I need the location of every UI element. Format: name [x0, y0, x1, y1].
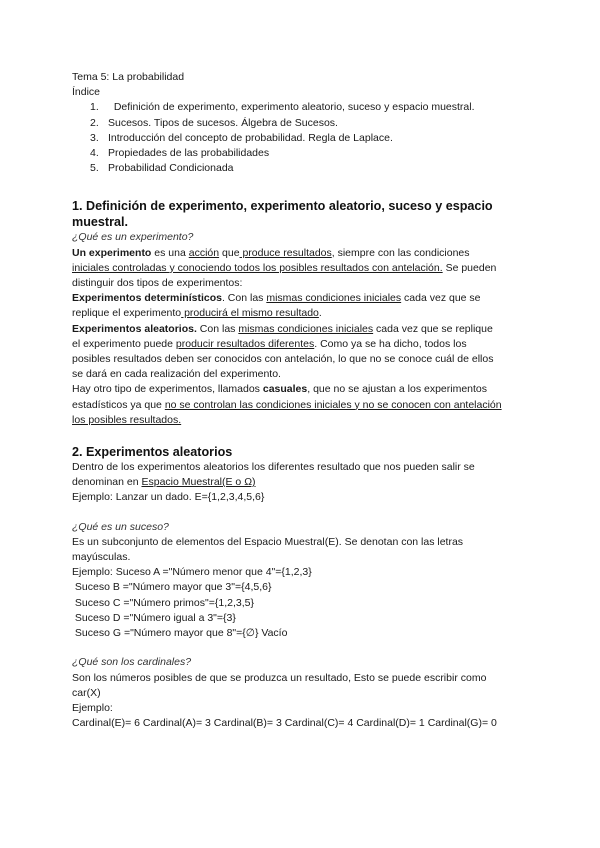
paragraph: Experimentos aleatorios. Con las mismas condiciones iniciales cada vez que se replique — [72, 322, 493, 335]
paragraph: car(X) — [72, 686, 101, 699]
paragraph: Dentro de los experimentos aleatorios los diferentes resultado que nos pueden salir se — [72, 461, 475, 474]
paragraph: Ejemplo: — [72, 701, 113, 714]
paragraph: Ejemplo: Lanzar un dado. E={1,2,3,4,5,6} — [72, 491, 265, 504]
paragraph: Suceso C ="Número primos"={1,2,3,5} — [72, 596, 254, 609]
toc-item: 4. Propiedades de las probabilidades — [90, 147, 270, 160]
paragraph: Suceso B ="Número mayor que 3"={4,5,6} — [72, 581, 272, 594]
toc-item: 2. Sucesos. Tipos de sucesos. Álgebra de Sucesos. — [90, 116, 338, 129]
paragraph: Hay otro tipo de experimentos, llamados casuales, que no se ajustan a los experimentos — [72, 383, 488, 396]
paragraph: distinguir dos tipos de experimentos: — [72, 277, 243, 290]
paragraph: Experimentos determinísticos. Con las mismas condiciones iniciales cada vez que se — [72, 292, 481, 305]
document-page — [72, 70, 542, 731]
paragraph: Ejemplo: Suceso A ="Número menor que 4"={1,2,3} — [72, 566, 312, 579]
paragraph: Son los números posibles de que se produzca un resultado, Esto se puede escribir como — [72, 671, 487, 684]
toc-item: 3. Introducción del concepto de probabilidad. Regla de Laplace. — [90, 131, 393, 144]
question-suceso: ¿Qué es un suceso? — [72, 520, 169, 533]
paragraph: Cardinal(E)= 6 Cardinal(A)= 3 Cardinal(B)= 3 Cardinal(C)= 4 Cardinal(D)= 1 Cardinal(G)= 0 — [72, 717, 497, 730]
doc-title: Tema 5: La probabilidad — [72, 71, 185, 83]
toc-item: 1. Definición de experimento, experimento aleatorio, suceso y espacio muestral. — [90, 101, 475, 114]
paragraph: los posibles resultados. — [72, 413, 182, 426]
paragraph: el experimento puede producir resultados diferentes. Como ya se ha dicho, todos los — [72, 337, 467, 350]
section-1-heading: 1. Definición de experimento, experimento aleatorio, suceso y espacio muestral. — [72, 199, 493, 230]
table-of-contents — [72, 100, 542, 176]
section-2-heading: 2. Experimentos aleatorios — [72, 445, 233, 460]
paragraph: posibles resultados deben ser conocidos con antelación, lo que no se conoce cuál de ellos — [72, 353, 494, 366]
paragraph: Un experimento es una acción que produce resultados, siempre con las condiciones — [72, 246, 470, 259]
paragraph: Suceso G ="Número mayor que 8"={∅} Vacío — [72, 627, 288, 640]
question-cardinales: ¿Qué son los cardinales? — [72, 656, 192, 669]
paragraph: estadísticos ya que no se controlan las condiciones iniciales y no se conocen con antelación — [72, 398, 502, 411]
paragraph: iniciales controladas y conociendo todos los posibles resultados con antelación. Se pueden — [72, 261, 497, 274]
paragraph: denominan en Espacio Muestral(E o Ω) — [72, 476, 256, 489]
paragraph: replique el experimento producirá el mismo resultado. — [72, 307, 322, 320]
paragraph: se dará en cada realización del experimento. — [72, 368, 281, 381]
paragraph: mayúsculas. — [72, 551, 131, 564]
index-label: Índice — [72, 86, 101, 99]
paragraph: Es un subconjunto de elementos del Espacio Muestral(E). Se denotan con las letras — [72, 535, 464, 548]
toc-item: 5. Probabilidad Condicionada — [90, 162, 234, 175]
question-experimento: ¿Qué es un experimento? — [72, 231, 194, 244]
paragraph: Suceso D ="Número igual a 3"={3} — [72, 611, 236, 624]
